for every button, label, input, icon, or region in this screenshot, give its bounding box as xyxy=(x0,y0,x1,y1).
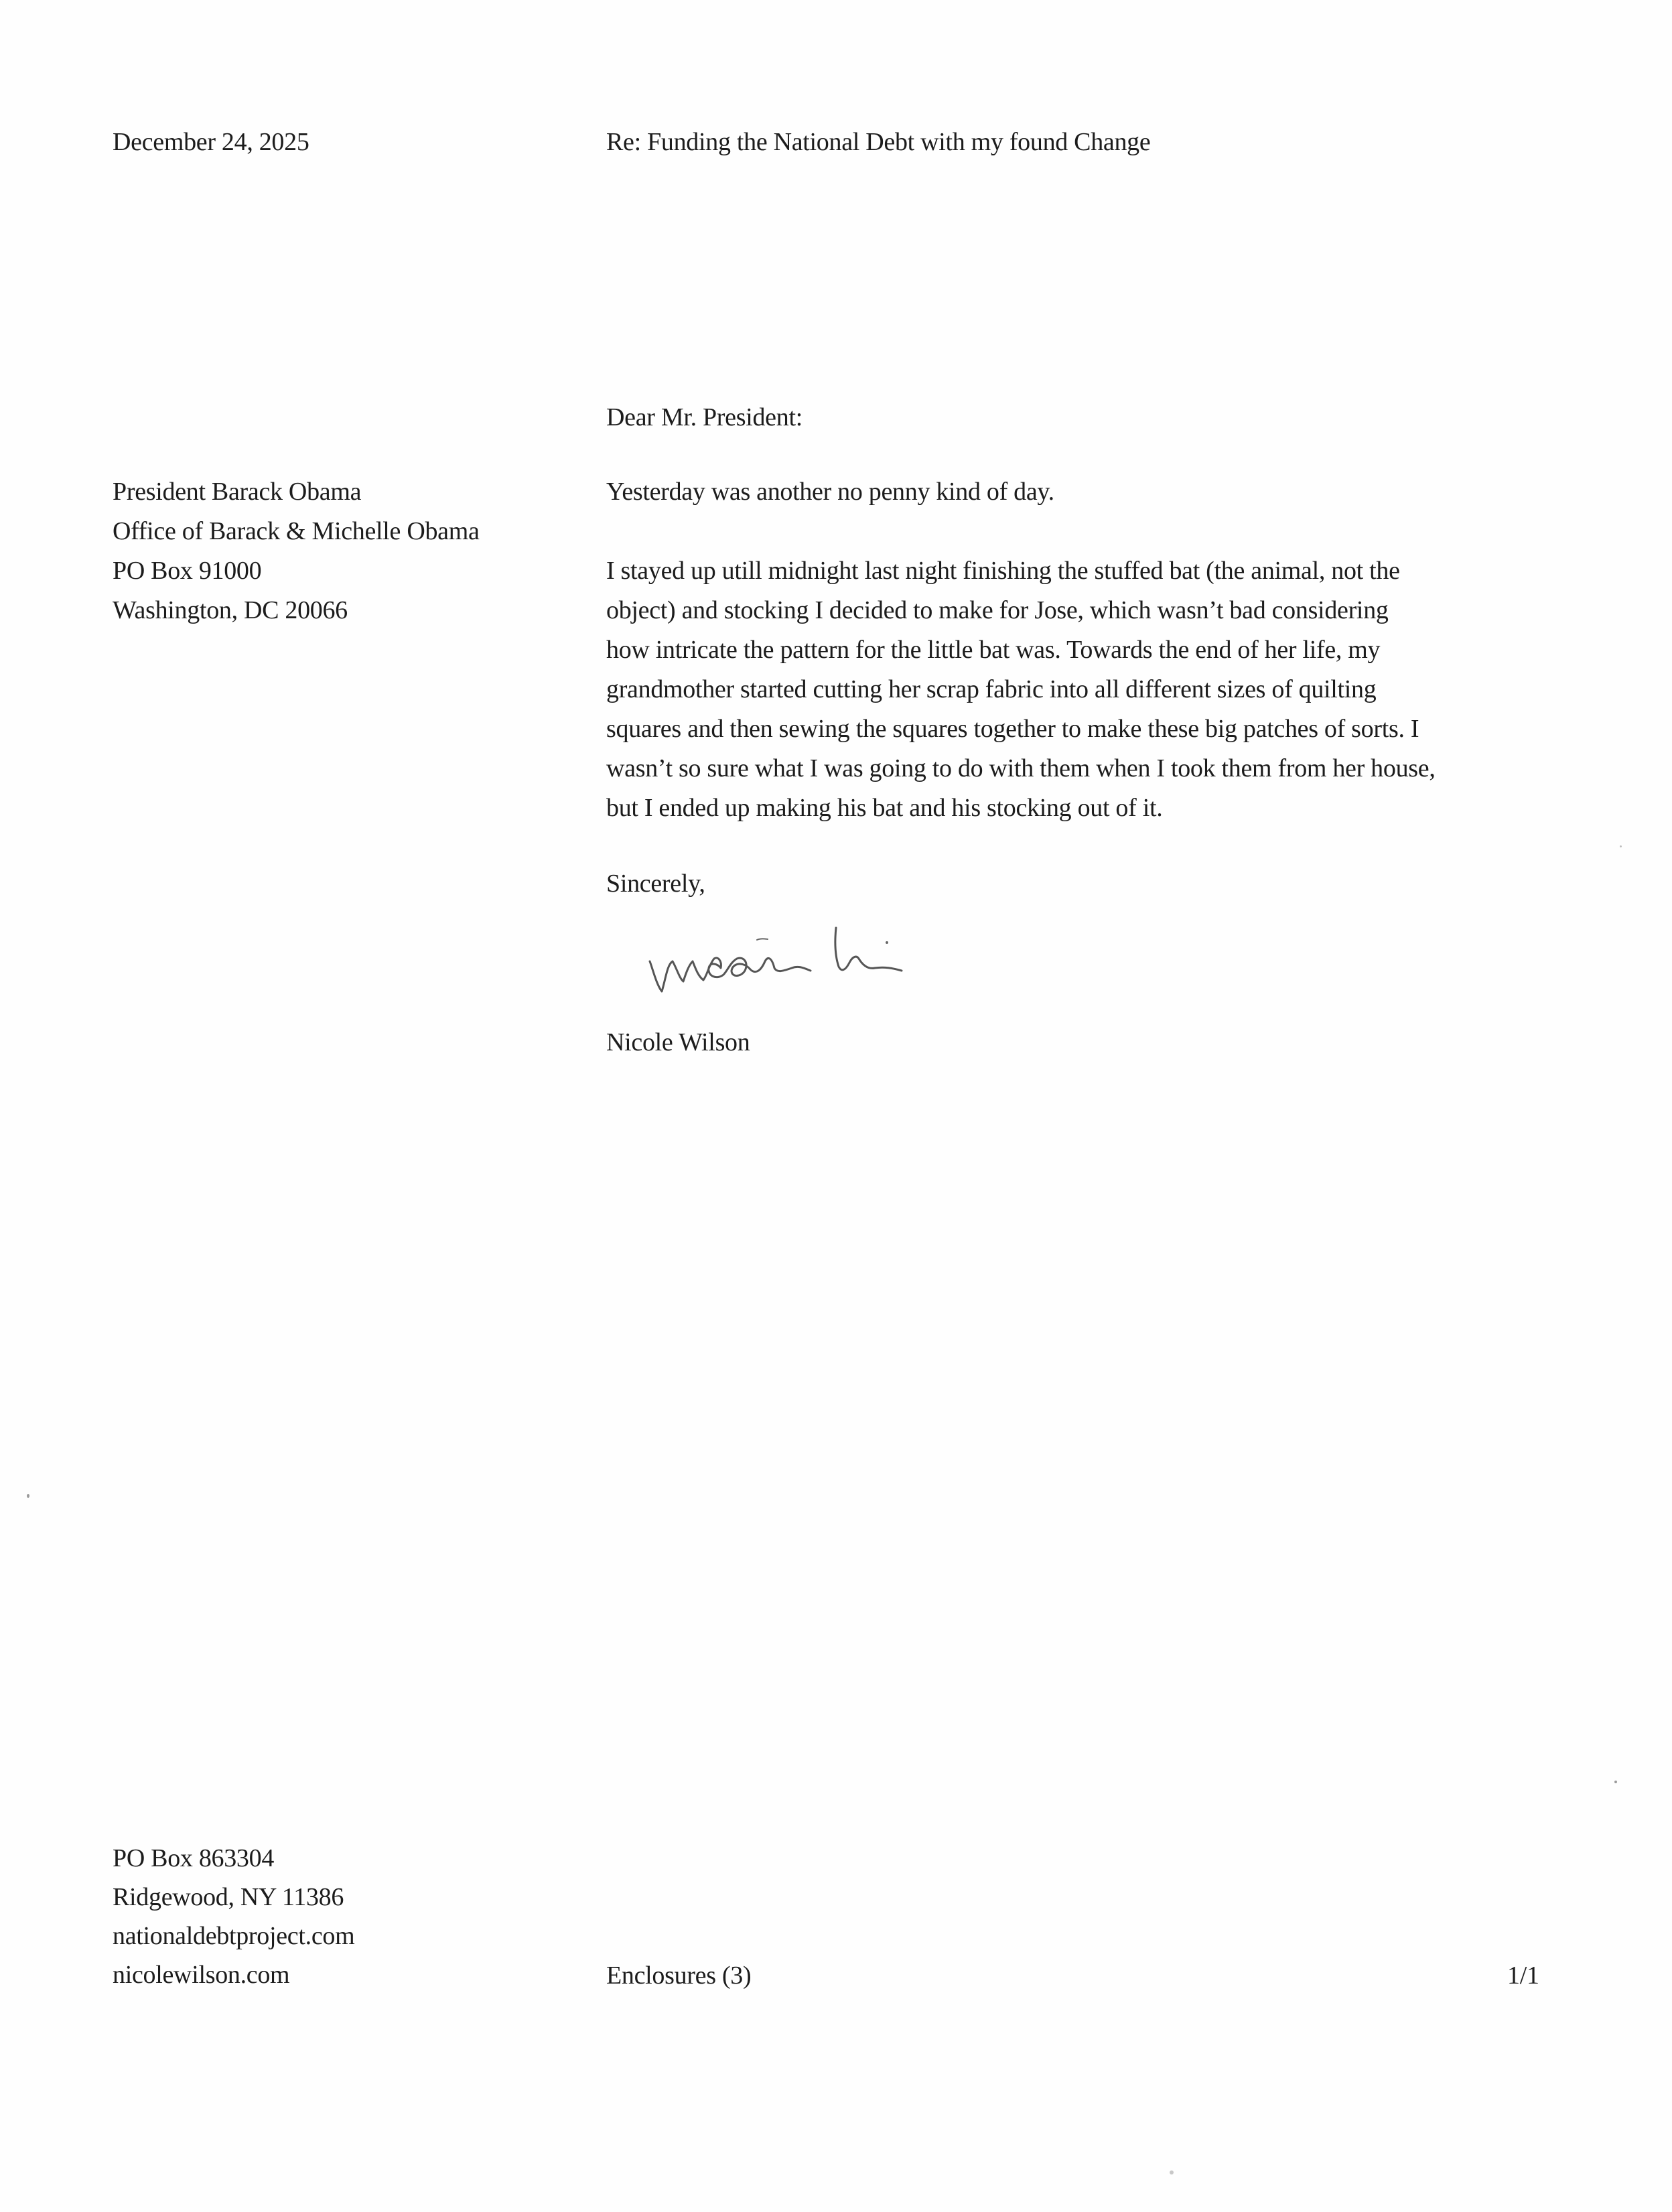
closing: Sincerely, xyxy=(606,870,705,898)
scan-speck xyxy=(1614,1781,1617,1783)
body-line: wasn’t so sure what I was going to do with them when I took them from her house, xyxy=(606,754,1436,782)
scan-speck xyxy=(27,1494,29,1498)
body-line: squares and then sewing the squares together to make these big patches of sorts. I xyxy=(606,715,1419,743)
signature-stroke xyxy=(835,928,902,971)
recipient-office: Office of Barack & Michelle Obama xyxy=(113,517,480,545)
signature-dot xyxy=(886,941,888,944)
enclosures-note: Enclosures (3) xyxy=(606,1961,752,1990)
page-number: 1/1 xyxy=(1507,1961,1539,1990)
recipient-name: President Barack Obama xyxy=(113,478,362,506)
signature-stroke xyxy=(650,958,811,991)
letter-date: December 24, 2025 xyxy=(113,128,309,156)
sender-po-box: PO Box 863304 xyxy=(113,1844,275,1872)
signature-stroke xyxy=(757,939,768,940)
handwritten-signature xyxy=(643,914,951,1008)
body-line: grandmother started cutting her scrap fabric into all different sizes of quilting xyxy=(606,675,1377,703)
body-line: but I ended up making his bat and his stocking out of it. xyxy=(606,794,1163,822)
recipient-city: Washington, DC 20066 xyxy=(113,596,348,624)
sender-website-personal: nicolewilson.com xyxy=(113,1961,290,1989)
letter-body xyxy=(606,472,1557,868)
body-line: Yesterday was another no penny kind of day. xyxy=(606,478,1054,506)
letter-subject: Re: Funding the National Debt with my found Change xyxy=(606,128,1151,156)
body-paragraph xyxy=(606,551,1557,828)
recipient-po-box: PO Box 91000 xyxy=(113,557,262,585)
recipient-address xyxy=(113,472,480,630)
body-paragraph xyxy=(606,472,1557,512)
body-line: I stayed up utill midnight last night finishing the stuffed bat (the animal, not the xyxy=(606,557,1400,585)
body-line: object) and stocking I decided to make for Jose, which wasn’t bad considering xyxy=(606,596,1389,624)
signer-name: Nicole Wilson xyxy=(606,1028,750,1056)
body-line: how intricate the pattern for the little bat was. Towards the end of her life, my xyxy=(606,636,1381,664)
sender-city: Ridgewood, NY 11386 xyxy=(113,1883,344,1911)
salutation: Dear Mr. President: xyxy=(606,403,803,431)
sender-website-project: nationaldebtproject.com xyxy=(113,1922,355,1950)
sender-address xyxy=(113,1839,354,1994)
scan-speck xyxy=(1170,2170,1174,2174)
scan-speck xyxy=(1620,845,1622,847)
